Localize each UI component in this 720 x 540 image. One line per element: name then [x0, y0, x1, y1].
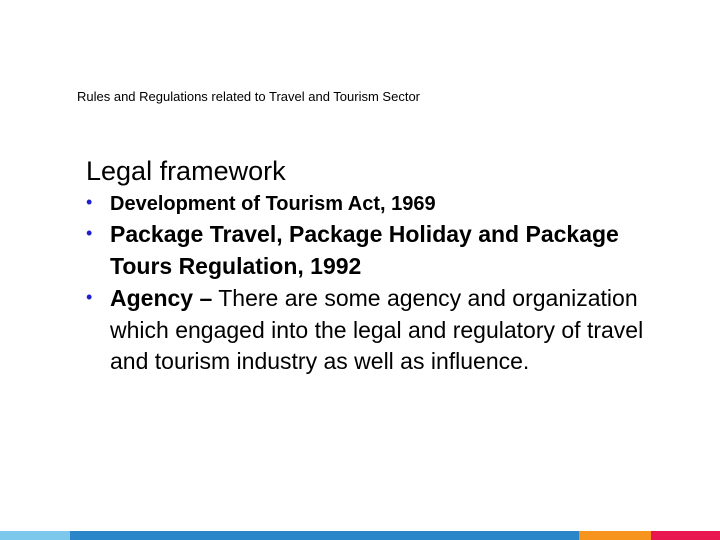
- bullet-dot-icon: •: [86, 223, 93, 243]
- bullet-text: There are some agency and organization which engaged into the legal and regulatory of travel and tourism industry as well as influence.: [110, 285, 644, 374]
- footer-color-bar: [0, 531, 720, 540]
- bullet-item: [86, 219, 686, 282]
- section-heading: Legal framework: [86, 156, 286, 186]
- bullet-bold-text: Agency –: [110, 285, 213, 311]
- footer-segment-pink: [651, 531, 720, 540]
- content-block: [86, 155, 686, 379]
- bullet-bold-text: Development of Tourism Act, 1969: [110, 193, 436, 215]
- bullet-dot-icon: •: [86, 192, 93, 212]
- bullet-item: [86, 283, 686, 378]
- footer-segment-blue: [70, 531, 579, 540]
- slide-title: Rules and Regulations related to Travel and Tourism Sector: [77, 89, 421, 104]
- footer-segment-light-blue: [0, 531, 70, 540]
- bullet-list: [86, 190, 686, 378]
- bullet-bold-text: Package Travel, Package Holiday and Package Tours Regulation, 1992: [110, 221, 619, 279]
- footer-segment-orange: [579, 531, 651, 540]
- bullet-dot-icon: •: [86, 287, 93, 307]
- bullet-item: [86, 190, 686, 218]
